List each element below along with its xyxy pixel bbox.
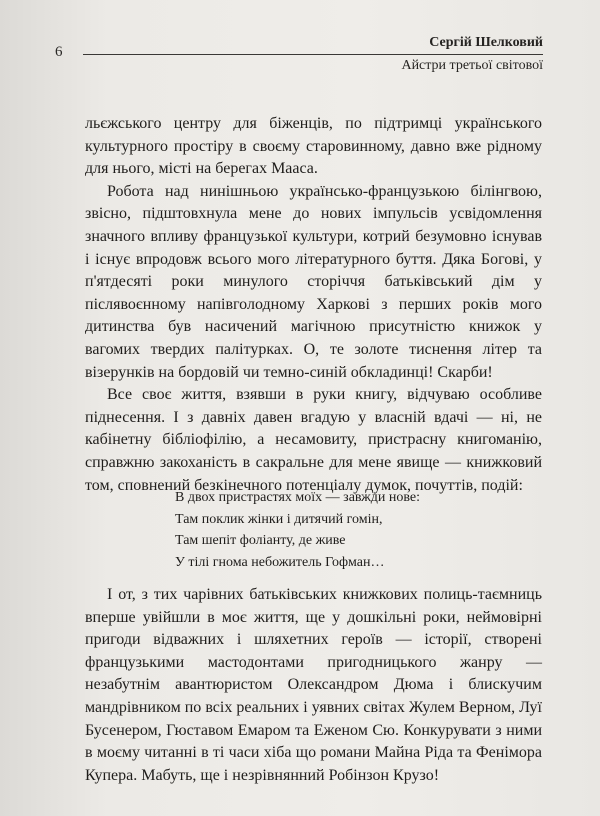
paragraph: льєжського центру для біженців, по підтримці українського культурного простіру в своєму старовинному, давно вже рідному для нього, місті на берегах Мааса. xyxy=(85,115,542,178)
poem-quote xyxy=(175,487,420,573)
closing-body-text xyxy=(85,584,542,787)
poem-line: Там шепіт фоліанту, де живе xyxy=(175,533,346,548)
poem-line: Там поклик жінки і дитячий гомін, xyxy=(175,511,383,527)
paragraph: Робота над нинішньою українсько-французькою білінгвою, звісно, підштовхнула мене до нових імпульсів усвідомлення значного впливу французької культури, котрий безумовно існував і існує впродовж всього мого літературного буття. Дяка Богові, у п'ятдесяті роки минулого сторіччя батьківський дім у післявоєнному напівголодному Харкові з перших років мого дитинства був насичений магічною присутністю книжок у вагомих твердих палітурках. О, те золоте тиснення літер та візерунків на бордовій чи темно-синій обкладинці! Скарби! xyxy=(85,182,542,381)
page-number: 6 xyxy=(55,44,63,60)
body-text xyxy=(85,113,542,497)
poem-line: В двох пристрастях моїх — завжди нове: xyxy=(175,490,421,505)
paragraph: Все своє життя, взявши в руки книгу, відчуваю особливе піднесення. І з давніх давен вгадую у власній вдачі — ні, не кабінетну бібліофілію, а несамовиту, пристрасну книгоманію, справжню закоханість в сакральне для мене явище — книжковий том, сповнений безкінечного потенціалу думок, почуттів, подій: xyxy=(85,386,542,494)
running-header-title: Айстри третьої світової xyxy=(401,58,543,73)
paragraph: І от, з тих чарівних батьківських книжкових полиць-таємниць вперше увійшли в моє життя, ще у дошкільні роки, неймовірні пригоди відважних і шляхетних героїв — історії, створені французькими мастодонтами пригодницького жанру — незабутнім авантюристом Олександром Дюма і блискучим мандрівником по всіх реальних і уявних світах Жулем Верном, Луї Бусенером, Гюставом Емаром та Еженом Сю. Конкурувати з ними в моєму читанні в ті часи хіба що романи Майна Ріда та Фенімора Купера. Мабуть, ще і незрівнянний Робінзон Крузо! xyxy=(85,586,542,784)
header-rule xyxy=(83,54,543,55)
poem-line: У тілі гнома небожитель Гофман… xyxy=(175,554,385,570)
running-header-author: Сергій Шелковий xyxy=(429,35,543,50)
